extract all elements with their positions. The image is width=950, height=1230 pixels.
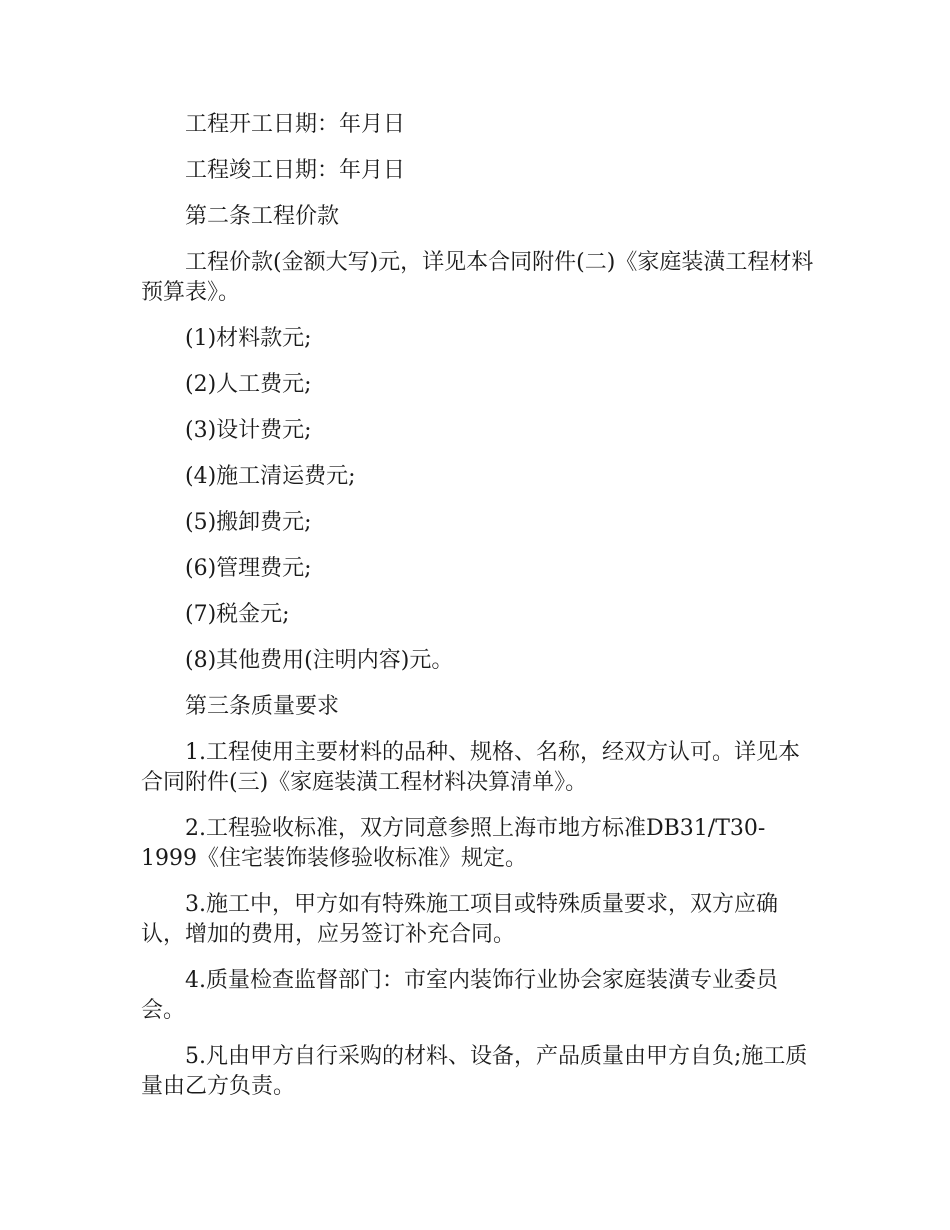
list-item-other-fees: (8)其他费用(注明内容)元。	[185, 648, 454, 673]
section-heading-quality: 第三条质量要求	[185, 694, 340, 719]
paragraph-quality-1: 1.工程使用主要材料的品种、规格、名称，经双方认可。详见本合同附件(三)《家庭装潢工程材料决算清单》。	[141, 740, 800, 795]
list-item-design-fee: (3)设计费元;	[185, 418, 312, 443]
list-item-labor-fee: (2)人工费元;	[185, 372, 312, 397]
list-item-cleanup-fee: (4)施工清运费元;	[185, 464, 356, 489]
list-item-management-fee: (6)管理费元;	[185, 556, 312, 581]
paragraph-completion-date: 工程竣工日期：年月日	[185, 158, 406, 183]
paragraph-quality-2: 2.工程验收标准，双方同意参照上海市地方标准DB31/T30-1999《住宅装饰装修验收标准》规定。	[141, 816, 766, 871]
paragraph-quality-3: 3.施工中，甲方如有特殊施工项目或特殊质量要求，双方应确认，增加的费用，应另签订补充合同。	[141, 892, 778, 947]
paragraph-quality-4: 4.质量检查监督部门：市室内装饰行业协会家庭装潢专业委员会。	[141, 968, 778, 1023]
list-item-moving-fee: (5)搬卸费元;	[185, 510, 312, 535]
section-heading-price: 第二条工程价款	[185, 204, 340, 229]
paragraph-quality-5: 5.凡由甲方自行采购的材料、设备，产品质量由甲方自负;施工质量由乙方负责。	[141, 1044, 808, 1099]
document-body	[141, 110, 821, 1118]
paragraph-start-date: 工程开工日期：年月日	[185, 112, 406, 137]
list-item-tax: (7)税金元;	[185, 602, 290, 627]
list-item-material-fee: (1)材料款元;	[185, 326, 312, 351]
paragraph-price-total: 工程价款(金额大写)元，详见本合同附件(二)《家庭装潢工程材料预算表》。	[141, 250, 814, 305]
